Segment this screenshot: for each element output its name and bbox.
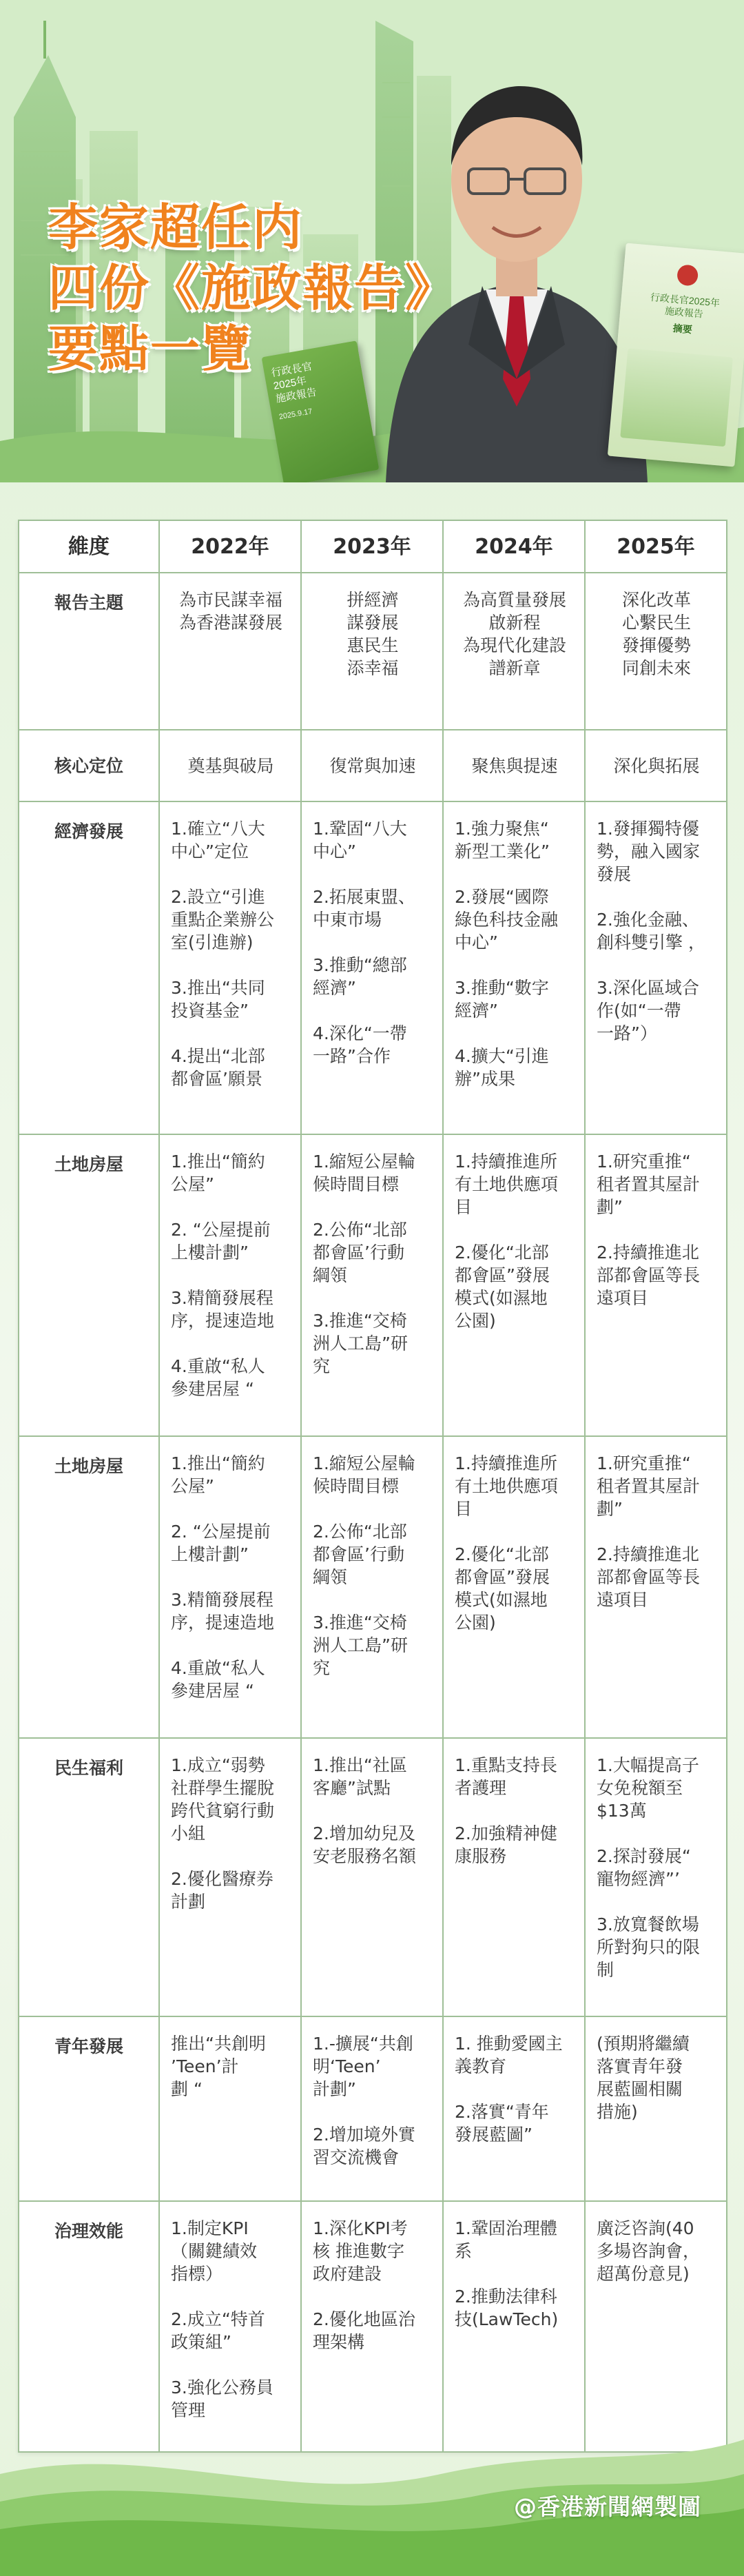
table-cell-2023年: [301, 730, 443, 801]
policy-item: 1.制定KPI （關鍵績效 指標）: [171, 2218, 258, 2284]
table-cell-2024年: [443, 2016, 585, 2201]
policy-item: 3.精簡發展程 序，提速造地: [171, 1590, 275, 1633]
row-dimension-label: 土地房屋: [19, 1436, 159, 1738]
main-title-line-2: 四份《施政報告》: [48, 259, 457, 317]
table-row: [19, 573, 727, 730]
policy-item: 2.優化“北部 都會區”發展 模式(如濕地 公園): [455, 1544, 550, 1633]
policy-item: 廣泛咨詢(40 多場咨詢會， 超萬份意見): [597, 2218, 701, 2284]
policy-comparison-table: [18, 520, 726, 2453]
row-dimension-label: 報告主題: [19, 573, 159, 730]
policy-item: 1.成立“弱勢 社群學生擺脫 跨代貧窮行動 小組: [171, 1755, 275, 1843]
policy-item: 1.持續推進所 有土地供應項 目: [455, 1453, 559, 1519]
policy-item: 2.增加境外實 習交流機會: [313, 2125, 415, 2167]
policy-item: 2.探討發展“ 寵物經濟”’: [597, 1846, 691, 1889]
policy-item: (預期將繼續 落實青年發 展藍圖相關 措施): [597, 2034, 690, 2122]
policy-item: 1.縮短公屋輪 候時間目標: [313, 1453, 415, 1496]
policy-item: 2.推動法律科 技(LawTech): [455, 2287, 559, 2329]
policy-item: 2.持續推進北 部都會區等長 遠項目: [597, 1243, 701, 1308]
policy-item: 2.設立“引進 重點企業辦公 室(引進辦): [171, 887, 275, 952]
table-cell-2024年: [443, 801, 585, 1134]
policy-item: 1.研究重推“ 租者置其屋計 劃”: [597, 1453, 701, 1519]
table-cell-2022年: [159, 2016, 301, 2201]
report-theme-text: 為市民謀幸福 為香港謀發展: [178, 590, 282, 633]
policy-item: 2.成立“特首 政策組”: [171, 2309, 265, 2352]
policy-item: 2.強化金融、 創科雙引擎 ，: [597, 910, 705, 952]
policy-item: 1.強力聚焦“ 新型工業化”: [455, 819, 550, 861]
row-dimension-label: 土地房屋: [19, 1134, 159, 1436]
policy-item: 3.精簡發展程 序，提速造地: [171, 1288, 275, 1331]
table-cell-2024年: [443, 1134, 585, 1436]
table-cell-2025年: [585, 2016, 727, 2201]
policy-item: 1.深化KPI考 核 推進數字 政府建設: [313, 2218, 408, 2284]
table-row: [19, 1738, 727, 2016]
table-cell-2022年: [159, 1436, 301, 1738]
policy-item: 2.加強精神健 康服務: [455, 1823, 557, 1866]
header-2023: 2023年: [301, 520, 443, 573]
policy-item: 1.推出“簡約 公屋”: [171, 1453, 265, 1496]
header-2025: 2025年: [585, 520, 727, 573]
row-dimension-label: 經濟發展: [19, 801, 159, 1134]
policy-item: 4.重啟“私人 參建居屋 “: [171, 1356, 265, 1399]
table-cell-2025年: [585, 730, 727, 801]
row-dimension-label: 治理效能: [19, 2201, 159, 2452]
policy-item: 3.推動“總部 經濟”: [313, 955, 407, 998]
policy-item: 2.增加幼兒及 安老服務名額: [313, 1823, 417, 1866]
policy-item: 3.放寬餐飲場 所對狗只的限 制: [597, 1914, 701, 1980]
policy-item: 2.落實“青年 發展藍圖”: [455, 2102, 549, 2145]
table-cell-2024年: [443, 1738, 585, 2016]
table-row: [19, 1134, 727, 1436]
policy-item: 2. “公屋提前 上樓計劃”: [171, 1522, 271, 1564]
policy-item: 1.研究重推“ 租者置其屋計 劃”: [597, 1152, 701, 1217]
report-cover-left-title: 行政長官 2025年 施政報告: [270, 360, 318, 405]
table-cell-2024年: [443, 1436, 585, 1738]
policy-item: 3.推進“交椅 洲人工島”研 究: [313, 1613, 408, 1678]
table-cell-2025年: [585, 801, 727, 1134]
policy-item: 3.推出“共同 投資基金”: [171, 978, 265, 1021]
main-title-line-1: 李家超任内: [48, 198, 304, 256]
report-cover-right-sub: 摘要: [672, 322, 693, 336]
policy-item: 深化與拓展: [613, 755, 700, 776]
policy-item: 3.強化公務員 管理: [171, 2378, 273, 2420]
policy-item: 3.推動“數字 經濟”: [455, 978, 549, 1021]
main-title-line-3: 要點一覽: [48, 320, 253, 378]
policy-item: 4.深化“一帶 一路”合作: [313, 1023, 407, 1066]
policy-item: 3.推進“交椅 洲人工島”研 究: [313, 1311, 408, 1376]
policy-item: 2.公佈“北部 都會區’行動 綱領: [313, 1522, 407, 1587]
table-cell-2023年: [301, 1436, 443, 1738]
source-credit: @香港新聞網製圖: [514, 2493, 701, 2520]
policy-item: 1.持續推進所 有土地供應項 目: [455, 1152, 559, 1217]
report-cover-left-date: 2025.9.17: [278, 407, 313, 422]
table-row: [19, 801, 727, 1134]
policy-item: 復常與加速: [329, 755, 416, 776]
policy-item: 1.推出“社區 客廳”試點: [313, 1755, 407, 1798]
table-header-row: [19, 520, 727, 573]
report-cover-illustration: [620, 348, 733, 447]
policy-item: 2. “公屋提前 上樓計劃”: [171, 1220, 271, 1263]
table-cell-2024年: [443, 730, 585, 801]
policy-item: 1.鞏固治理體 系: [455, 2218, 557, 2261]
table-cell-2022年: [159, 801, 301, 1134]
policy-item: 1.鞏固“八大 中心”: [313, 819, 407, 861]
policy-item: 奠基與破局: [187, 755, 274, 776]
policy-item: 1.發揮獨特優 勢，融入國家 發展: [597, 819, 701, 884]
table-cell-2024年: [443, 573, 585, 730]
table-row: [19, 1436, 727, 1738]
row-dimension-label: 核心定位: [19, 730, 159, 801]
policy-item: 2.拓展東盟、 中東市場: [313, 887, 415, 930]
table-cell-2025年: [585, 1738, 727, 2016]
policy-item: 4.提出“北部 都會區’願景: [171, 1046, 265, 1089]
header-2024: 2024年: [443, 520, 585, 573]
policy-item: 1.-擴展“共創 明‘Teen’ 計劃”: [313, 2034, 413, 2099]
policy-item: 3.深化區域合 作(如“一帶 一路”）: [597, 978, 699, 1043]
report-cover-right-title: 行政長官2025年 施政報告: [650, 291, 721, 320]
hksar-emblem-icon: [676, 264, 699, 287]
row-dimension-label: 民生福利: [19, 1738, 159, 2016]
policy-item: 4.擴大“引進 辦”成果: [455, 1046, 549, 1089]
table-cell-2022年: [159, 1738, 301, 2016]
row-dimension-label: 青年發展: [19, 2016, 159, 2201]
table-cell-2025年: [585, 1436, 727, 1738]
report-theme-text: 拼經濟 謀發展 惠民生 添幸福: [347, 590, 399, 678]
policy-item: 2.優化地區治 理架構: [313, 2309, 415, 2352]
report-cover-right: [608, 243, 744, 467]
policy-item: 1.縮短公屋輪 候時間目標: [313, 1152, 415, 1194]
report-theme-text: 為高質量發展 啟新程 為現代化建設 譜新章: [462, 590, 566, 678]
table-cell-2025年: [585, 573, 727, 730]
table-cell-2023年: [301, 2016, 443, 2201]
policy-item: 1.大幅提高子 女免稅額至 $13萬: [597, 1755, 699, 1821]
hero-banner: [0, 0, 744, 482]
policy-item: 1.推出“簡約 公屋”: [171, 1152, 265, 1194]
table-cell-2022年: [159, 573, 301, 730]
policy-item: 1.重點支持長 者護理: [455, 1755, 557, 1798]
table-cell-2023年: [301, 1738, 443, 2016]
policy-table: [18, 520, 727, 2453]
policy-item: 2.優化醫療券 計劃: [171, 1869, 273, 1912]
table-cell-2023年: [301, 1134, 443, 1436]
header-2022: 2022年: [159, 520, 301, 573]
policy-item: 1. 推動愛國主 義教育: [455, 2034, 563, 2076]
table-cell-2023年: [301, 801, 443, 1134]
policy-item: 聚焦與提速: [471, 755, 558, 776]
table-cell-2022年: [159, 730, 301, 801]
policy-item: 2.持續推進北 部都會區等長 遠項目: [597, 1544, 701, 1610]
table-cell-2023年: [301, 573, 443, 730]
policy-item: 2.發展“國際 綠色科技金融 中心”: [455, 887, 559, 952]
policy-item: 1.確立“八大 中心”定位: [171, 819, 265, 861]
policy-item: 2.公佈“北部 都會區’行動 綱領: [313, 1220, 407, 1285]
table-row: [19, 2016, 727, 2201]
policy-item: 2.優化“北部 都會區”發展 模式(如濕地 公園): [455, 1243, 550, 1331]
table-row: [19, 730, 727, 801]
header-dimension: 維度: [19, 520, 159, 573]
table-cell-2025年: [585, 1134, 727, 1436]
policy-item: 推出“共創明 ’Teen’計 劃 “: [171, 2034, 266, 2099]
policy-item: 4.重啟“私人 參建居屋 “: [171, 1658, 265, 1701]
report-theme-text: 深化改革 心繫民生 發揮優勢 同創未來: [621, 590, 691, 678]
table-cell-2022年: [159, 1134, 301, 1436]
